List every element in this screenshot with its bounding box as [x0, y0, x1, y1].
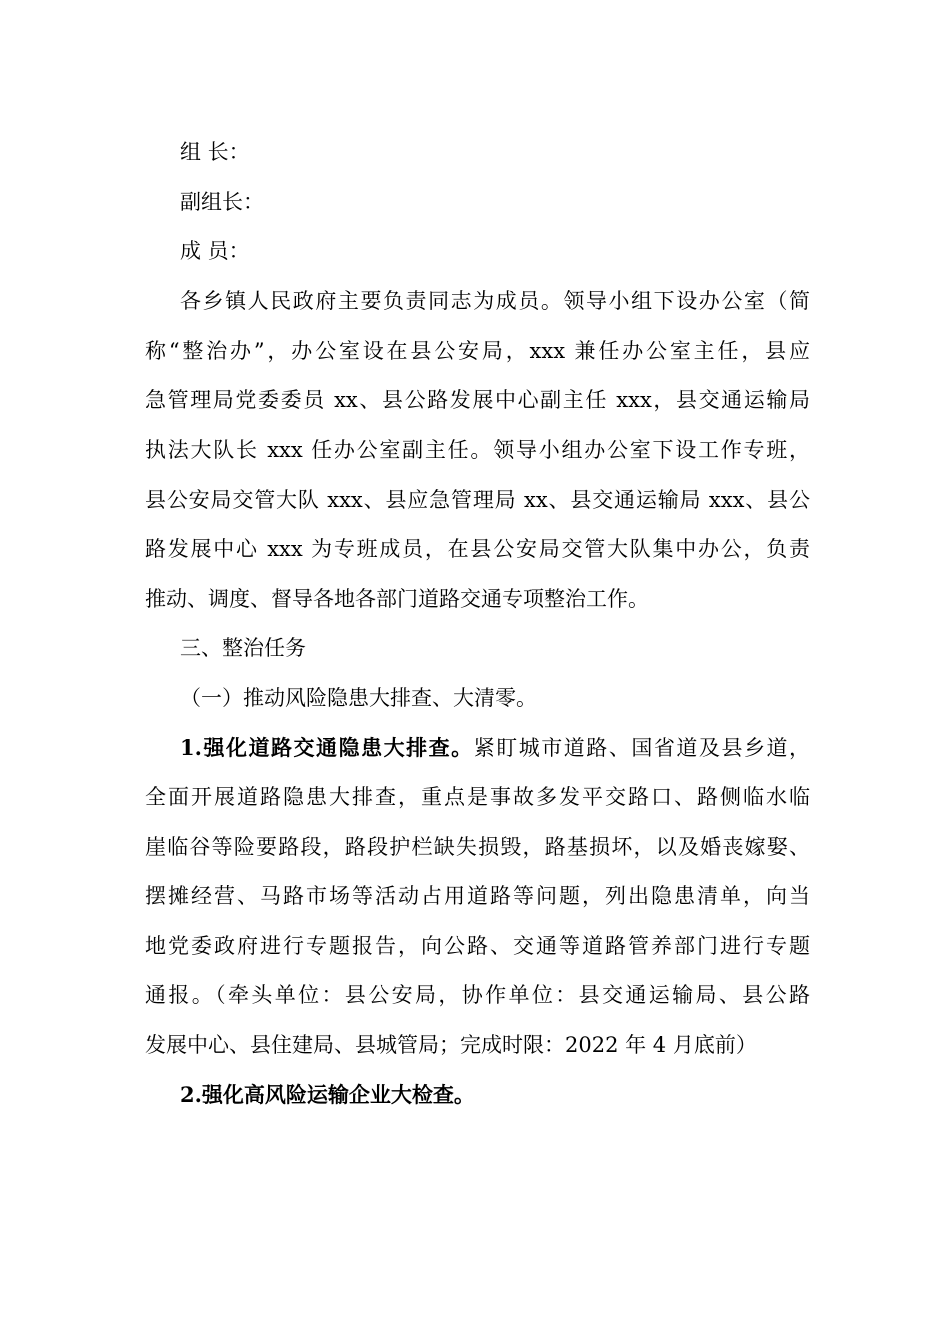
paragraph-line: 通报。（牵头单位：县公安局，协作单位：县交通运输局、县公路 [145, 983, 810, 1007]
paragraph-line: 路发展中心 xxx 为专班成员，在县公安局交管大队集中办公，负责 [145, 537, 810, 561]
deputy-leader-label: 副组长： [180, 190, 264, 214]
paragraph-line: 各乡镇人民政府主要负责同志为成员。领导小组下设办公室（简 [180, 289, 810, 313]
leader-label: 组 长： [180, 140, 250, 164]
item1-first-line [180, 734, 810, 762]
paragraph-line: 崖临谷等险要路段，路段护栏缺失损毁，路基损坏，以及婚丧嫁娶、 [145, 835, 810, 859]
paragraph-line: 发展中心、县住建局、县城管局；完成时限：2022 年 4 月底前） [145, 1033, 757, 1057]
paragraph-line: 执法大队长 xxx 任办公室副主任。领导小组办公室下设工作专班， [145, 438, 810, 462]
paragraph-line: 地党委政府进行专题报告，向公路、交通等道路管养部门进行专题 [145, 934, 810, 958]
subsection-heading: （一）推动风险隐患大排查、大清零。 [180, 686, 537, 710]
paragraph-line: 急管理局党委委员 xx、县公路发展中心副主任 xxx，县交通运输局 [145, 388, 810, 412]
item1-first-line-text: 紧盯城市道路、国省道及县乡道， [473, 736, 811, 760]
item1-title: 1.强化道路交通隐患大排查。 [180, 735, 474, 760]
section-heading: 三、整治任务 [180, 636, 306, 660]
paragraph-line: 推动、调度、督导各地各部门道路交通专项整治工作。 [145, 587, 649, 611]
paragraph-line: 称“整治办”，办公室设在县公安局，xxx 兼任办公室主任，县应 [145, 339, 810, 363]
paragraph-line: 县公安局交管大队 xxx、县应急管理局 xx、县交通运输局 xxx、县公 [145, 488, 810, 512]
paragraph-line: 摆摊经营、马路市场等活动占用道路等问题，列出隐患清单，向当 [145, 884, 810, 908]
paragraph-line: 全面开展道路隐患大排查，重点是事故多发平交路口、路侧临水临 [145, 785, 810, 809]
item2-title: 2.强化高风险运输企业大检查。 [180, 1082, 475, 1107]
member-label: 成 员： [180, 239, 250, 263]
